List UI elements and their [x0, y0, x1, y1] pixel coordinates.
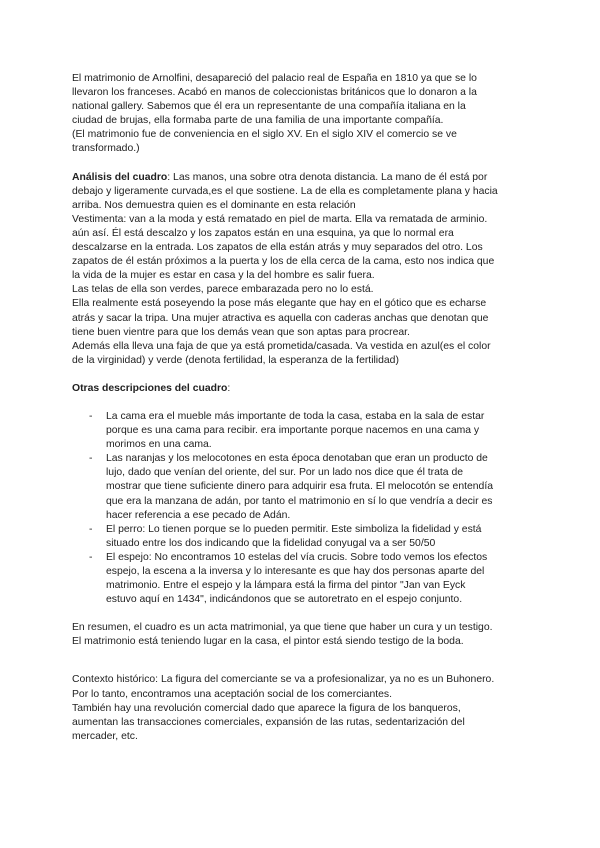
intro-paragraph	[72, 72, 528, 157]
text-line: La cama era el mueble más importante de toda la casa, estaba en la sala de estar	[106, 410, 485, 422]
analisis-first-line: : Las manos, una sobre otra denota distancia. La mano de él está por	[167, 171, 488, 183]
text-line: El espejo: No encontramos 10 estelas del vía crucis. Sobre todo vemos los efectos	[106, 551, 488, 563]
analisis-heading: Análisis del cuadro	[72, 171, 168, 183]
analisis-section	[72, 171, 528, 368]
otras-heading-line	[72, 382, 528, 396]
text-line: Las naranjas y los melocotones en esta época denotaban que eran un producto de	[106, 453, 488, 465]
text-line: que era la manzana de adán, por tanto el matrimonio en sí lo que vendría a decir es	[106, 495, 493, 507]
text-line: matrimonio. Entre el espejo y la lámpara está la firma del pintor "Jan van Eyck	[106, 580, 466, 592]
text-line: debajo y ligeramente curvada,es el que sostiene. La de ella es completamente plana y hacia	[72, 185, 498, 197]
text-line: descalzarse en la entrada. Los zapatos de ella están atrás y muy separados del otro. Los	[72, 242, 483, 254]
text-line	[72, 171, 528, 185]
text-line: Además ella lleva una faja de que ya está prometida/casada. Va vestida en azul(es el color	[72, 340, 491, 352]
text-line: national gallery. Sabemos que él era un representante de una compañía italiana en la	[72, 101, 466, 113]
text-line: En resumen, el cuadro es un acta matrimonial, ya que tiene que haber un cura y un testigo.	[72, 622, 493, 634]
dash-bullet-icon: -	[89, 551, 93, 563]
text-line: El matrimonio de Arnolfini, desapareció del palacio real de España en 1810 ya que se lo	[72, 73, 477, 84]
list-item	[72, 551, 528, 607]
text-line: aumentan las transacciones comerciales, expansión de las rutas, sedentarización del	[72, 716, 465, 728]
text-line: El perro: Lo tienen porque se lo pueden permitir. Este simboliza la fidelidad y está	[106, 523, 482, 535]
text-line: lujo, dado que venían del oriente, del sur. Por un lado nos dice que él trata de	[106, 467, 463, 479]
text-line: mercader, etc.	[72, 730, 138, 742]
text-line: de la virginidad) y verde (denota fertilidad, la esperanza de la fertilidad)	[72, 354, 399, 366]
text-line: (El matrimonio fue de conveniencia en el siglo XV. En el siglo XIV el comercio se ve	[72, 129, 457, 141]
text-line: Por lo tanto, encontramos una aceptación social de los comerciantes.	[72, 688, 392, 700]
text-line: Vestimenta: van a la moda y está rematado en piel de marta. Ella va rematada de arminio.	[72, 213, 488, 225]
text-line: También hay una revolución comercial dado que aparece la figura de los banqueros,	[72, 702, 461, 714]
list-item	[72, 452, 528, 522]
text-line: estuvo aquí en 1434", indicándonos que se autoretrato en el espejo conjunto.	[106, 594, 463, 606]
dash-bullet-icon: -	[89, 410, 93, 422]
contexto-paragraph	[72, 673, 528, 743]
text-line: morimos en una cama.	[106, 439, 212, 451]
text-line: hacer referencia a ese pecado de Adán.	[106, 509, 291, 521]
otras-heading-suffix: :	[227, 382, 231, 394]
text-line: llevaron los franceses. Acabó en manos de coleccionistas británicos que lo donaron a la	[72, 87, 477, 99]
otras-heading: Otras descripciones del cuadro	[72, 382, 228, 394]
text-line: situado entre los dos indicando que la fidelidad conyugal va a ser 50/50	[106, 537, 436, 549]
text-line: El matrimonio está teniendo lugar en la casa, el pintor está siendo testigo de la boda.	[72, 636, 464, 648]
text-line: mostrar que tiene suficiente dinero para adquirir esa fruta. El melocotón se entendía	[106, 481, 493, 493]
text-line: tiene buen vientre para que los demás vean que son aptas para procrear.	[72, 326, 410, 338]
resumen-paragraph	[72, 621, 528, 649]
otras-section	[72, 382, 528, 607]
text-line: arriba. Nos demuestra quien es el dominante en esta relación	[72, 199, 356, 211]
text-line: transformado.)	[72, 143, 140, 155]
text-line: atrás y sacar la tripa. Una mujer atractiva es aquella con caderas anchas que denotan que	[72, 312, 489, 324]
text-line: ciudad de brujas, ella formaba parte de una familia de una importante compañía.	[72, 115, 444, 127]
text-line: Ella realmente está poseyendo la pose más elegante que hay en el gótico que es echarse	[72, 298, 487, 310]
text-line: aún así. Él está descalzo y los zapatos están en una esquina, ya que lo normal era	[72, 227, 454, 239]
text-line: Las telas de ella son verdes, parece embarazada pero no lo está.	[72, 284, 374, 296]
text-line: Contexto histórico: La figura del comerciante se va a profesionalizar, ya no es un Buhonero.	[72, 674, 495, 686]
text-line: zapatos de él están próximos a la puerta y los de ella cerca de la cama, esto nos indica que	[72, 256, 495, 268]
list-item	[72, 410, 528, 452]
otras-list	[72, 410, 528, 607]
dash-bullet-icon: -	[89, 523, 93, 535]
list-item	[72, 523, 528, 551]
dash-bullet-icon: -	[89, 453, 93, 465]
text-line: porque es una cama para recibir. era importante porque nacemos en una cama y	[106, 425, 480, 437]
text-line: espejo, la escena a la inversa y lo interesante es que hay dos personas aparte del	[106, 566, 485, 577]
text-line: la vida de la mujer es estar en casa y la del hombre es salir fuera.	[72, 270, 375, 282]
